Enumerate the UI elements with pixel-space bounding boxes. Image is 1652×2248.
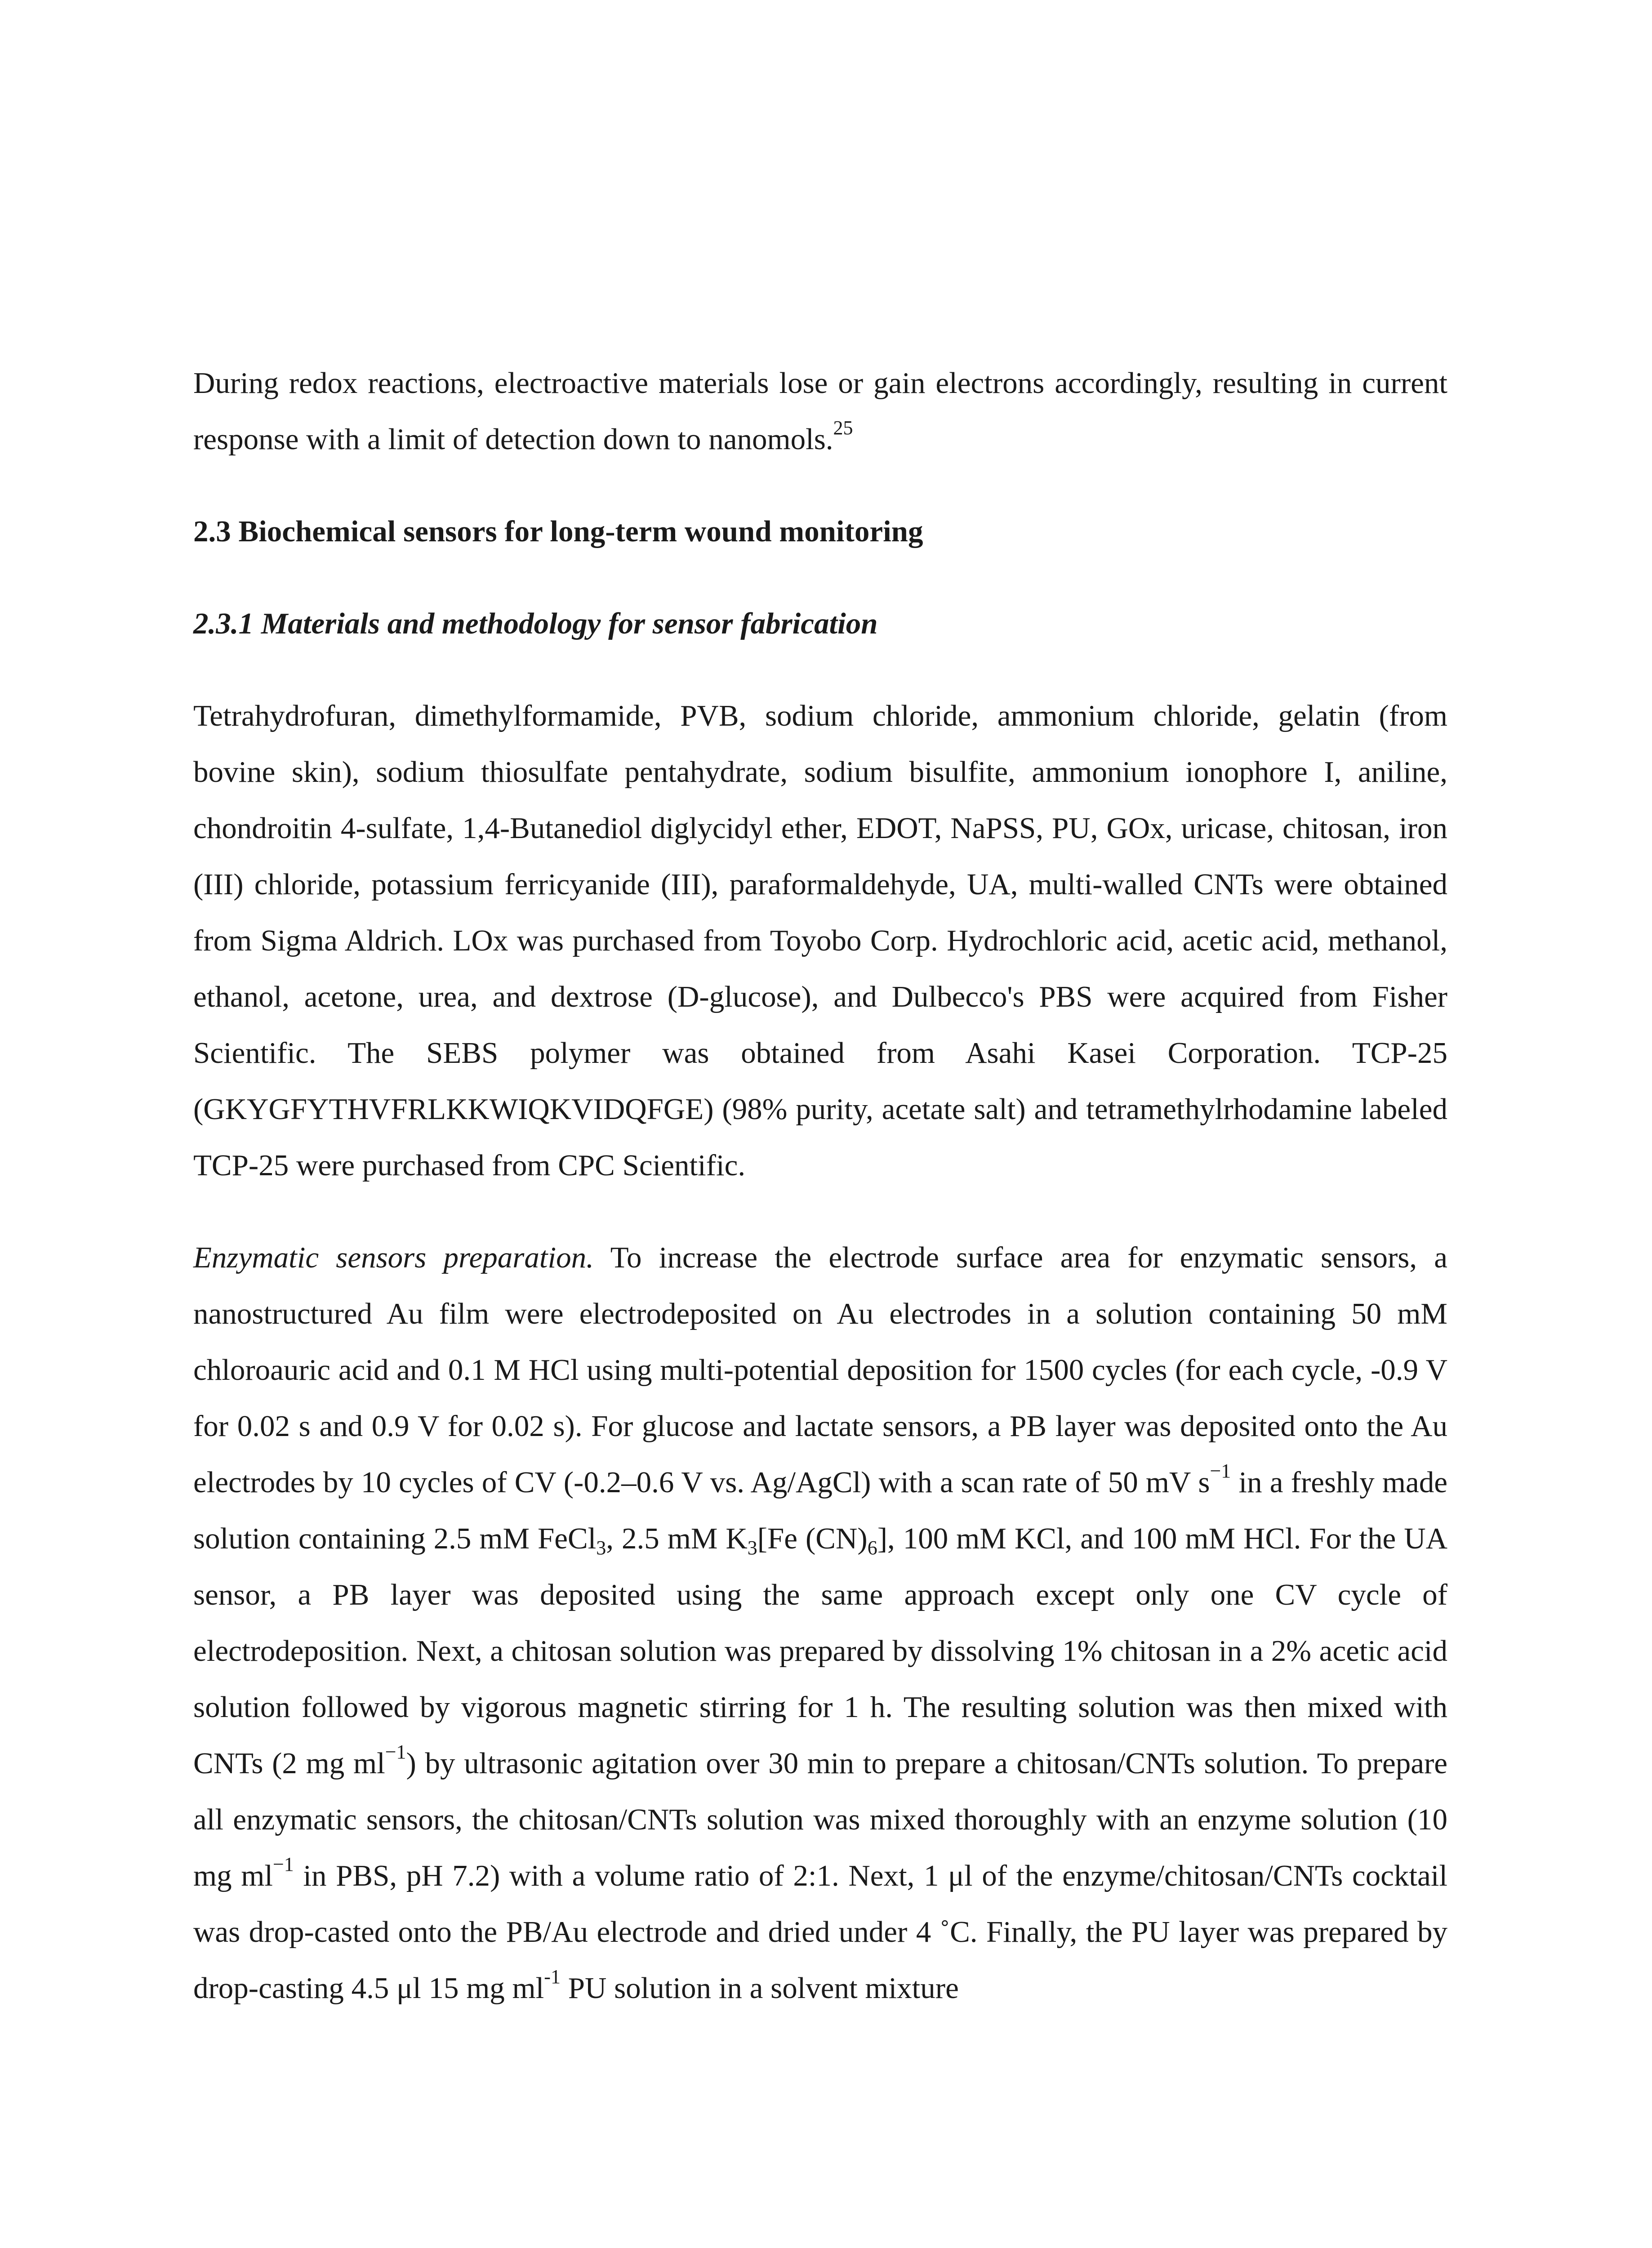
text-run: ], 100 mM KCl, and 100 mM HCl. For the UA sensor, a PB layer was deposited using the same approach except only one CV cycle of electrodeposition. Next, a chitosan solution was prepared by dissolving 1% chitosan in a 2% acetic acid solution followed by vigorous magnetic stirring for 1 h. The resulting solution was then mixed with CNTs (2 mg ml <box>193 1522 1447 1780</box>
text-run: ) by ultrasonic agitation over 30 min to prepare a chitosan/CNTs solution. To prepare all enzymatic sensors, the chitosan/CNTs solution was mixed thoroughly with an enzyme solution (10 mg ml <box>193 1747 1447 1892</box>
spacer <box>193 1194 1447 1230</box>
subscript: 3 <box>747 1537 757 1559</box>
spacer <box>193 560 1447 596</box>
paragraph-intro <box>193 355 1447 468</box>
page-body <box>193 355 1447 2016</box>
text-run: PU solution in a solvent mixture <box>560 1971 959 2005</box>
subscript: 6 <box>867 1537 877 1559</box>
paragraph-enzymatic <box>193 1230 1447 2016</box>
text-run: To increase the electrode surface area for enzymatic sensors, a nanostructured Au film were electrodeposited on Au electrodes in a solution containing 50 mM chloroauric acid and 0.1 M HCl using multi-potential deposition for 1500 cycles (for each cycle, -0.9 V for 0.02 s and 0.9 V for 0.02 s). For glucose and lactate sensors, a PB layer was deposited onto the Au electrodes by 10 cycles of CV (-0.2–0.6 V vs. Ag/AgCl) with a scan rate of 50 mV s <box>193 1241 1447 1499</box>
text-run: , 2.5 mM K <box>606 1522 748 1555</box>
text-run: [Fe (CN) <box>757 1522 868 1555</box>
run-in-heading: Enzymatic sensors preparation. <box>193 1241 594 1274</box>
text-run: in a freshly made solution containing 2.5 mM FeCl <box>193 1466 1447 1555</box>
paragraph-materials: Tetrahydrofuran, dimethylformamide, PVB, sodium chloride, ammonium chloride, gelatin (from bovine skin), sodium thiosulfate pentahydrate, sodium bisulfite, ammonium ionophore I, aniline, chondroitin 4-sulfate, 1,4-Butanediol diglycidyl ether, EDOT, NaPSS, PU, GOx, uricase, chitosan, iron (III) chloride, potassium ferricyanide (III), paraformaldehyde, UA, multi-walled CNTs were obtained from Sigma Aldrich. LOx was purchased from Toyobo Corp. Hydrochloric acid, acetic acid, methanol, ethanol, acetone, urea, and dextrose (D-glucose), and Dulbecco's PBS were acquired from Fisher Scientific. The SEBS polymer was obtained from Asahi Kasei Corporation. TCP-25 (GKYGFYTHVFRLKKWIQKVIDQFGE) (98% purity, acetate salt) and tetramethylrhodamine labeled TCP-25 were purchased from CPC Scientific. <box>193 699 1447 1182</box>
superscript: -1 <box>544 1966 561 1988</box>
superscript: −1 <box>272 1853 294 1875</box>
section-heading: 2.3 Biochemical sensors for long-term wound monitoring <box>193 515 923 548</box>
subsection-heading: 2.3.1 Materials and methodology for sensor fabrication <box>193 607 878 640</box>
text-run: in PBS, pH 7.2) with a volume ratio of 2:1. Next, 1 μl of the enzyme/chitosan/CNTs cocktail was drop-casted onto the PB/Au electrode and dried under 4 ˚C. Finally, the PU layer was prepared by drop-casting 4.5 μl 15 mg ml <box>193 1859 1447 2005</box>
superscript: −1 <box>385 1741 406 1763</box>
spacer <box>193 652 1447 688</box>
subscript: 3 <box>596 1537 606 1559</box>
spacer <box>193 468 1447 504</box>
citation-superscript: 25 <box>833 417 853 439</box>
superscript: −1 <box>1210 1460 1231 1482</box>
paragraph-intro-text: During redox reactions, electroactive materials lose or gain electrons accordingly, resulting in current response with a limit of detection down to nanomols. <box>193 366 1447 456</box>
